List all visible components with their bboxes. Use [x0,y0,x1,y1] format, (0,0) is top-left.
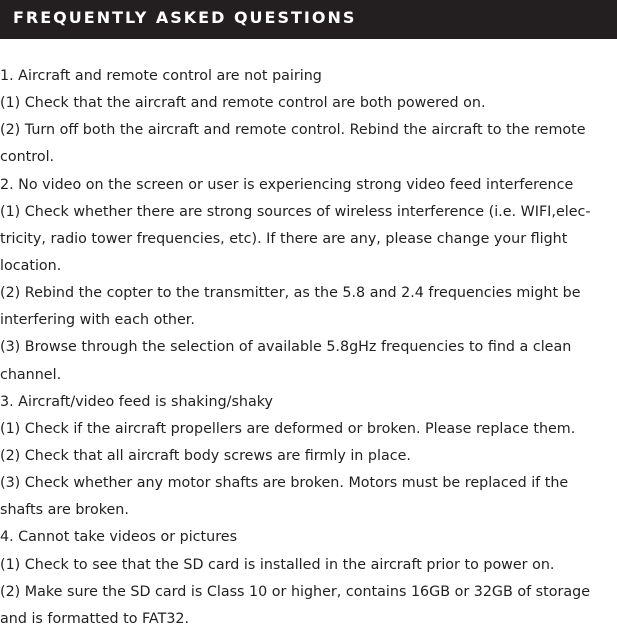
page-title: FREQUENTLY ASKED QUESTIONS [13,8,357,27]
faq-header-bar [0,0,617,39]
faq-answer-line: (2) Turn off both the aircraft and remote control. Rebind the aircraft to the remote [0,122,586,139]
faq-question-1: 1. Aircraft and remote control are not pairing [0,68,322,84]
faq-answer-line: (1) Check that the aircraft and remote control are both powered on. [0,95,486,112]
faq-answer-line: (2) Check that all aircraft body screws are firmly in place. [0,447,411,464]
faq-answer-line: (1) Check if the aircraft propellers are deformed or broken. Please replace them. [0,420,576,437]
faq-question-4: 4. Cannot take videos or pictures [0,529,238,546]
faq-answer-line: channel. [0,366,62,383]
faq-body [0,63,617,633]
faq-answer-line: control. [0,149,55,166]
faq-answer-line: location. [0,257,62,274]
faq-answer-line: shafts are broken. [0,502,129,519]
faq-question-2: 2. No video on the screen or user is experiencing strong video feed interference [0,176,574,193]
faq-answer-line: (3) Browse through the selection of available 5.8gHz frequencies to find a clean [0,339,572,356]
faq-answer-line: (2) Rebind the copter to the transmitter, as the 5.8 and 2.4 frequencies might be [0,285,581,302]
faq-answer-line: tricity, radio tower frequencies, etc). If there are any, please change your flight [0,230,568,247]
faq-answer-line: interfering with each other. [0,312,195,329]
faq-answer-line: (3) Check whether any motor shafts are broken. Motors must be replaced if the [0,475,569,492]
faq-answer-line: (2) Make sure the SD card is Class 10 or higher, contains 16GB or 32GB of storage [0,583,590,600]
faq-answer-line: (1) Check whether there are strong sources of wireless interference (i.e. WIFI,elec- [0,203,591,220]
faq-answer-line: (1) Check to see that the SD card is installed in the aircraft prior to power on. [0,556,555,573]
faq-answer-line: and is formatted to FAT32. [0,610,190,627]
faq-question-3: 3. Aircraft/video feed is shaking/shaky [0,393,273,410]
